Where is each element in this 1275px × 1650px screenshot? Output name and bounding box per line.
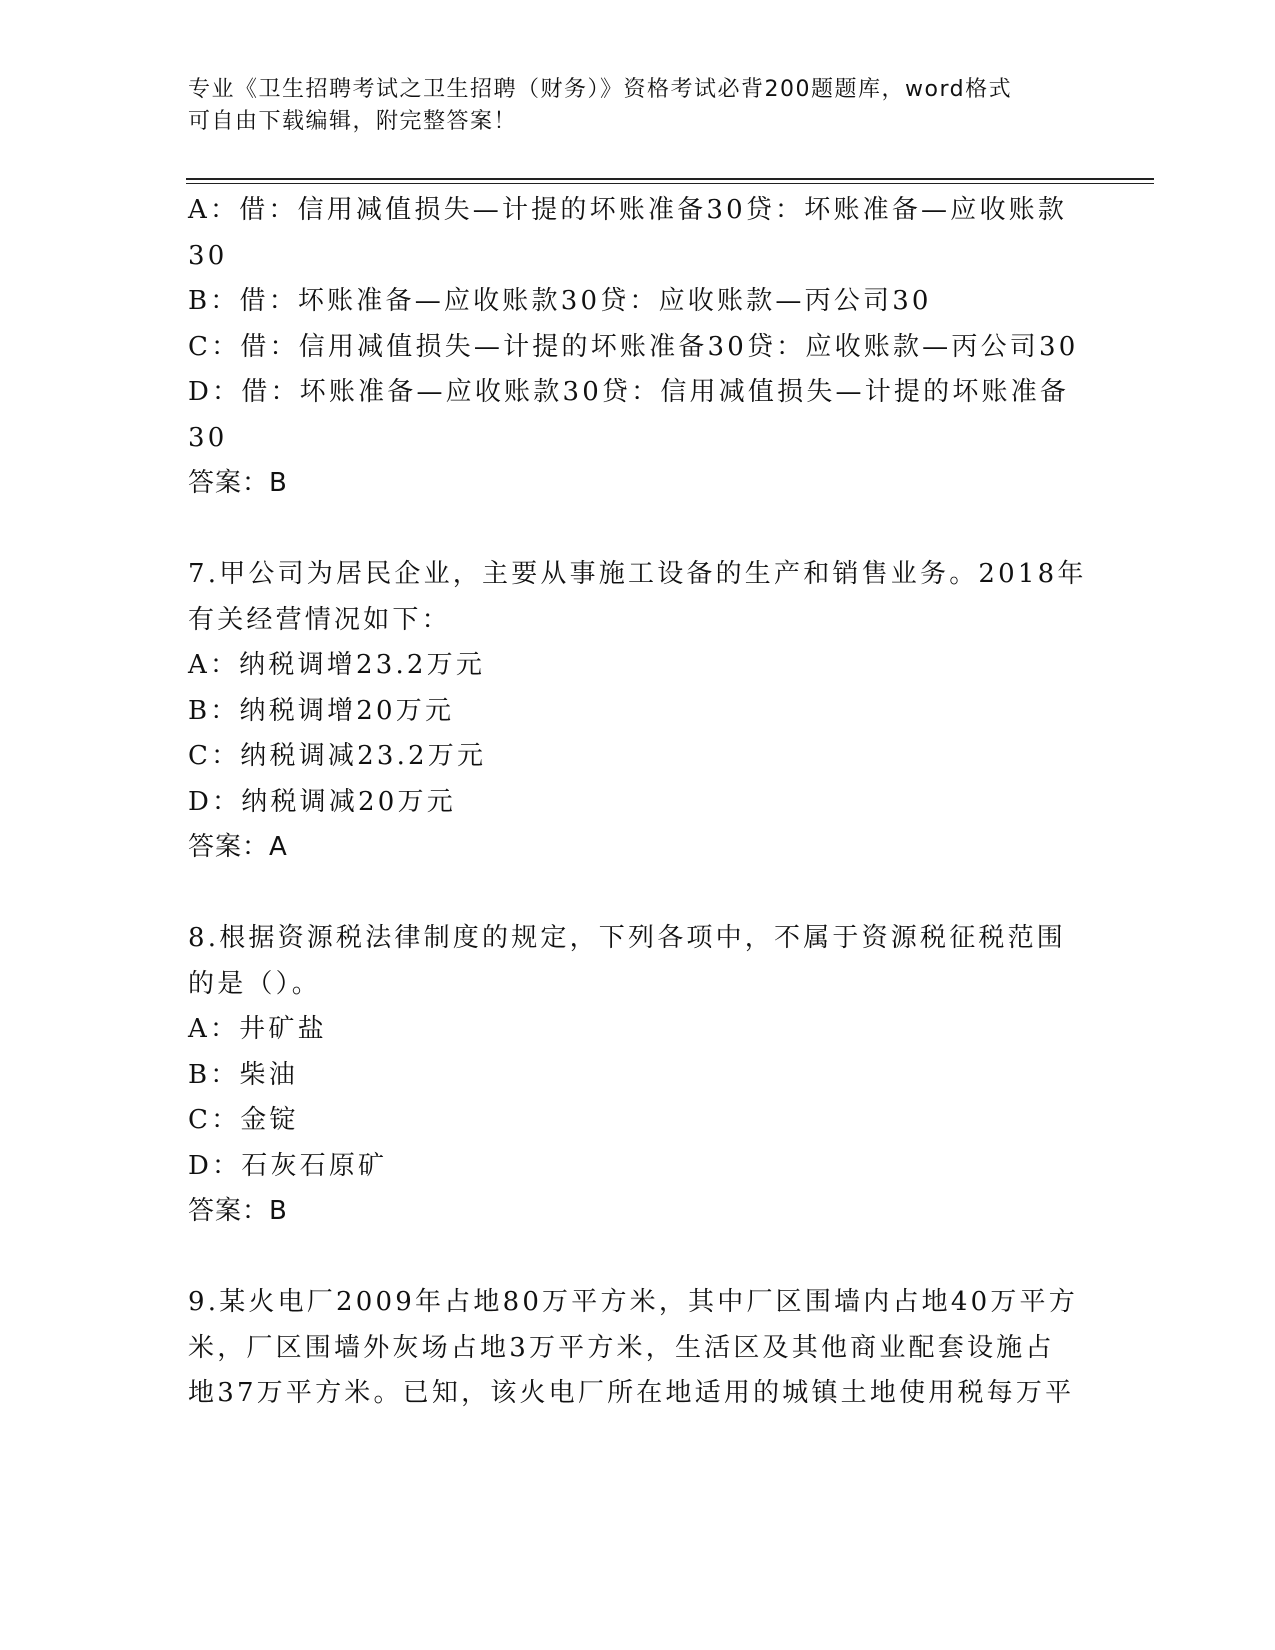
option-a <box>188 188 1088 279</box>
option-b: B：纳税调增20万元 <box>188 695 455 726</box>
spacer <box>188 871 1088 917</box>
option-line: C：借：信用减值损失—计提的坏账准备30贷：应收账款—丙公司30 <box>188 331 1079 362</box>
option-line: D：借：坏账准备—应收账款30贷：信用减值损失—计提的坏账准备 <box>188 377 1070 407</box>
question-text-line: 9.某火电厂2009年占地80万平方米，其中厂区围墙内占地40万平方 <box>188 1287 1078 1317</box>
document-header <box>188 74 1068 138</box>
option-line: 30 <box>188 422 228 453</box>
option-d: D：石灰石原矿 <box>188 1150 388 1181</box>
option-a: A：井矿盐 <box>188 1014 327 1044</box>
option-d: D：纳税调减20万元 <box>188 786 456 817</box>
header-divider-thin <box>186 183 1154 184</box>
question-block <box>188 552 1088 871</box>
option-b <box>188 279 1088 325</box>
question-text-line: 地37万平方米。已知，该火电厂所在地适用的城镇土地使用税每万平 <box>188 1378 1075 1408</box>
option-d <box>188 370 1088 461</box>
question-block <box>188 188 1088 507</box>
option-c <box>188 325 1088 371</box>
option-line: 30 <box>188 240 228 271</box>
option-line: B：借：坏账准备—应收账款30贷：应收账款—丙公司30 <box>188 286 932 316</box>
option-c: C：金锭 <box>188 1105 299 1135</box>
answer-line: 答案：B <box>188 1196 288 1226</box>
question-text-line: 米，厂区围墙外灰场占地3万平方米，生活区及其他商业配套设施占 <box>188 1332 1055 1363</box>
question-text-line: 的是（）。 <box>188 968 322 999</box>
option-c: C：纳税调减23.2万元 <box>188 741 487 771</box>
option-line: A：借：信用减值损失—计提的坏账准备30贷：坏账准备—应收账款 <box>188 195 1068 225</box>
header-line-1: 专业《卫生招聘考试之卫生招聘（财务）》资格考试必背200题题库，word格式 <box>188 77 1013 102</box>
spacer <box>188 507 1088 553</box>
option-b: B：柴油 <box>188 1059 298 1090</box>
question-text-line: 有关经营情况如下： <box>188 604 451 635</box>
option-a: A：纳税调增23.2万元 <box>188 650 486 680</box>
question-text-line: 7.甲公司为居民企业，主要从事施工设备的生产和销售业务。2018年 <box>188 559 1087 589</box>
question-block <box>188 1280 1088 1417</box>
document-body <box>188 188 1088 1417</box>
spacer <box>188 1235 1088 1281</box>
question-text-line: 8.根据资源税法律制度的规定，下列各项中，不属于资源税征税范围 <box>188 923 1067 953</box>
answer-line: 答案：B <box>188 468 288 498</box>
header-line-2: 可自由下载编辑，附完整答案！ <box>188 109 518 134</box>
answer-line: 答案：A <box>188 832 288 862</box>
question-block <box>188 916 1088 1235</box>
header-divider-thick <box>186 178 1154 180</box>
